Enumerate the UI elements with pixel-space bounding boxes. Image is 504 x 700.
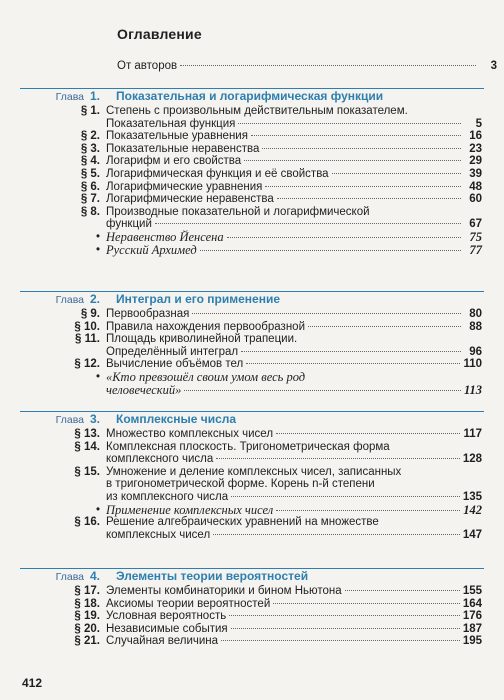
chapter-title: Показательная и логарифмическая функции: [116, 89, 384, 103]
dot-leader: [244, 160, 461, 161]
page-number: 412: [22, 676, 43, 690]
toc-section-entry: [20, 516, 484, 541]
section-mark: § 16.: [74, 516, 100, 529]
section-mark: § 3.: [80, 142, 100, 155]
section-mark: § 15.: [74, 465, 100, 478]
page-title: Оглавление: [117, 26, 202, 42]
chapter-heading: [20, 568, 484, 585]
entry-title: Аксиомы теории вероятностей: [106, 597, 271, 610]
entry-page: 16: [469, 130, 482, 143]
chapter-heading: [20, 291, 484, 308]
chapter-number: 4.: [90, 569, 101, 583]
chapter-number: 1.: [90, 89, 101, 103]
section-mark: § 19.: [74, 610, 100, 623]
bullet-mark: •: [95, 370, 100, 383]
section-mark: § 11.: [75, 333, 100, 346]
entry-title: Случайная величина: [106, 635, 219, 648]
intro-page: 3: [490, 60, 497, 72]
toc-section-entry: [20, 308, 484, 321]
entry-title: Условная вероятность: [106, 610, 227, 623]
chapter-block: [20, 291, 484, 396]
toc-feature-entry: [20, 371, 484, 396]
entry-title: Первообразная: [106, 308, 190, 320]
dot-leader: [231, 496, 460, 497]
entry-title: Умножение и деление комплексных чисел, записанных: [106, 465, 402, 478]
toc-section-entry: [20, 168, 484, 181]
dot-leader: [276, 433, 460, 434]
dot-leader: [246, 363, 460, 364]
toc-section-entry: [20, 623, 484, 636]
dot-leader: [308, 326, 461, 327]
bullet-mark: •: [95, 503, 100, 516]
entry-title: Показательная функция: [106, 117, 236, 130]
dot-leader: [231, 628, 460, 629]
bullet-mark: •: [95, 243, 100, 256]
section-mark: § 7.: [80, 193, 100, 206]
toc-section-entry: [20, 155, 484, 168]
section-mark: § 6.: [80, 180, 100, 193]
entry-page: 60: [469, 193, 482, 206]
toc-section-entry: [20, 333, 484, 358]
dot-leader: [265, 186, 461, 187]
section-mark: § 18.: [74, 597, 100, 610]
dot-leader: [241, 351, 461, 352]
section-mark: § 1.: [80, 105, 100, 117]
section-mark: § 21.: [74, 635, 100, 648]
dot-leader: [332, 173, 461, 174]
toc-feature-entry: [20, 504, 484, 517]
section-mark: § 4.: [80, 155, 100, 168]
entry-title: Площадь криволинейной трапеции.: [106, 333, 298, 346]
entry-page: 110: [463, 358, 482, 371]
toc-feature-entry: [20, 244, 484, 257]
dot-leader: [273, 603, 460, 604]
chapter-block: [20, 568, 484, 648]
entry-page: 176: [462, 610, 482, 623]
entry-title: Множество комплексных чисел: [106, 428, 274, 440]
section-mark: § 14.: [74, 440, 100, 453]
entry-page: 164: [462, 597, 482, 610]
section-mark: § 2.: [80, 130, 100, 143]
entry-title: Вычисление объёмов тел: [106, 358, 244, 371]
dot-leader: [192, 313, 461, 314]
entry-page: 113: [463, 382, 482, 397]
entry-page: 39: [469, 167, 482, 180]
entry-page: 29: [469, 155, 482, 168]
entry-title: Правила нахождения первообразной: [106, 320, 306, 333]
toc-section-entry: [20, 585, 484, 598]
entry-page: 142: [463, 502, 482, 517]
dot-leader: [227, 237, 461, 238]
entry-page: 75: [469, 229, 482, 244]
entry-title: Неравенство Йенсена: [106, 229, 224, 244]
section-mark: § 20.: [74, 622, 100, 635]
chapter-word: Глава: [55, 91, 84, 103]
toc-section-entry: [20, 635, 484, 648]
section-mark: § 12.: [74, 358, 100, 371]
dot-leader: [213, 534, 460, 535]
dot-leader: [221, 640, 460, 641]
dot-leader: [262, 148, 461, 149]
toc-section-entry: [20, 598, 484, 611]
entry-title: человеческий»: [106, 382, 182, 397]
entry-page: 88: [469, 320, 482, 333]
chapter-number: 2.: [90, 292, 101, 306]
entry-page: 135: [462, 490, 482, 503]
section-mark: § 10.: [74, 320, 100, 333]
dot-leader: [277, 198, 461, 199]
entry-title: Независимые события: [106, 622, 228, 635]
chapter-block: [20, 411, 484, 541]
dot-leader: [155, 223, 461, 224]
dot-leader: [238, 123, 461, 124]
intro-label: От авторов: [117, 60, 178, 72]
entry-title: Комплексная плоскость. Тригонометрическая форма: [106, 440, 390, 453]
chapter-block: [20, 88, 484, 256]
toc-section-entry: [20, 181, 484, 194]
entry-page: 96: [469, 345, 482, 358]
toc-section-entry: [20, 466, 484, 504]
dot-leader: [216, 458, 460, 459]
toc-section-entry: [20, 610, 484, 623]
entry-page: 67: [469, 218, 482, 231]
section-mark: § 9.: [80, 308, 100, 320]
entry-page: 23: [469, 142, 482, 155]
entry-title: в тригонометрической форме. Корень n-й степени: [106, 478, 375, 491]
entry-title: Степень с произвольным действительным показателем.: [106, 105, 408, 117]
entry-title: Показательные неравенства: [106, 142, 260, 155]
chapter-title: Элементы теории вероятностей: [116, 569, 309, 583]
chapter-number: 3.: [90, 412, 101, 426]
dot-leader: [180, 65, 476, 66]
bullet-mark: •: [95, 230, 100, 243]
section-mark: § 5.: [80, 167, 100, 180]
entry-page: 48: [469, 180, 482, 193]
toc-section-entry: [20, 193, 484, 206]
toc-section-entry: [20, 441, 484, 466]
intro-entry: [117, 60, 497, 72]
entry-title: Русский Архимед: [106, 242, 197, 257]
dot-leader: [184, 390, 461, 391]
section-mark: § 17.: [74, 585, 100, 597]
entry-title: Элементы комбинаторики и бином Ньютона: [106, 585, 342, 597]
toc-section-entry: [20, 206, 484, 231]
entry-page: 147: [462, 528, 482, 541]
entry-title: комплексного числа: [106, 453, 214, 466]
dot-leader: [345, 590, 460, 591]
entry-title: Применение комплексных чисел: [106, 502, 274, 517]
dot-leader: [251, 135, 461, 136]
entry-title: Логарифмические неравенства: [106, 193, 274, 206]
chapter-heading: [20, 411, 484, 428]
chapter-heading: [20, 88, 484, 105]
entry-title: Логарифмические уравнения: [106, 180, 263, 193]
entry-page: 187: [462, 622, 482, 635]
entry-page: 128: [462, 453, 482, 466]
section-mark: § 13.: [74, 428, 100, 440]
dot-leader: [200, 250, 461, 251]
chapter-title: Комплексные числа: [116, 412, 237, 426]
entry-page: 77: [469, 242, 482, 257]
chapter-word: Глава: [55, 294, 84, 306]
entry-page: 117: [463, 428, 482, 440]
entry-title: комплексных чисел: [106, 528, 211, 541]
dot-leader: [229, 615, 460, 616]
entry-title: Показательные уравнения: [106, 130, 248, 143]
toc-section-entry: [20, 130, 484, 143]
entry-title: Логарифмическая функция и её свойства: [106, 167, 329, 180]
entry-page: 80: [469, 308, 482, 320]
entry-title: «Кто превзошёл своим умом весь род: [106, 369, 306, 384]
chapter-word: Глава: [55, 571, 84, 583]
chapter-word: Глава: [55, 414, 84, 426]
toc-feature-entry: [20, 231, 484, 244]
section-mark: § 8.: [80, 205, 100, 218]
entry-title: Решение алгебраических уравнений на множестве: [106, 516, 379, 529]
entry-page: 5: [475, 117, 482, 130]
toc-section-entry: [20, 105, 484, 130]
entry-title: функций: [106, 218, 152, 231]
entry-title: Определённый интеграл: [106, 345, 239, 358]
chapter-title: Интеграл и его применение: [116, 292, 280, 306]
entry-title: Логарифм и его свойства: [106, 155, 242, 168]
toc-section-entry: [20, 143, 484, 156]
entry-page: 195: [462, 635, 482, 648]
entry-page: 155: [462, 585, 482, 597]
toc-section-entry: [20, 321, 484, 334]
dot-leader: [276, 510, 460, 511]
entry-title: из комплексного числа: [106, 490, 229, 503]
entry-title: Производные показательной и логарифмической: [106, 205, 370, 218]
toc-section-entry: [20, 428, 484, 441]
